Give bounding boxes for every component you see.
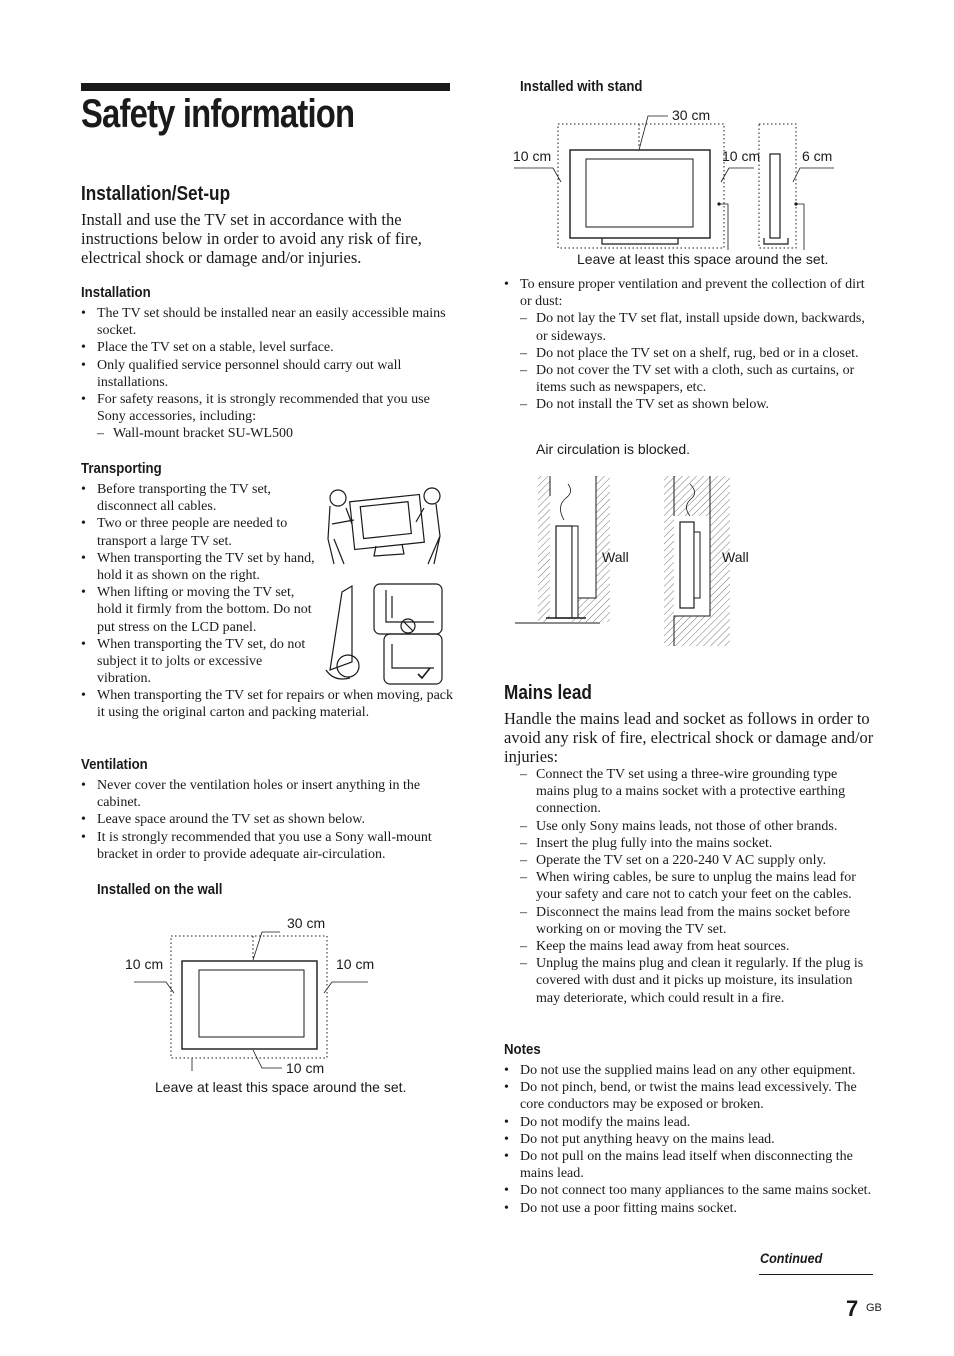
list-item: • When transporting the TV set, do not subject it to jolts or excessive vibration. xyxy=(81,636,319,688)
transport-packing-text: When transporting the TV set for repairs or when moving, pack it using the original carton and packing material. xyxy=(97,688,454,721)
list-item: • Do not use a poor fitting mains socket. xyxy=(504,1200,874,1217)
wall-installation-diagram xyxy=(120,908,460,1098)
list-item: • To ensure proper ventilation and prevent the collection of dirt or dust: – Do not lay the TV set flat, install upside down, backwards, or sideways. – Do not place the TV set on a shelf, rug, bed or in a closet. – Do not cover the TV set with a cloth, such as curtains, or items such as newspapers, etc. – Do not install the TV set as shown below. xyxy=(504,276,874,414)
list-item: • For safety reasons, it is strongly recommended that you use Sony accessories, including: – Wall-mount bracket SU-WL500 xyxy=(81,391,449,443)
blocked-caption: Air circulation is blocked. xyxy=(536,441,691,457)
list-item: • Leave space around the TV set as shown below. xyxy=(81,811,453,828)
sub-list-item: – Do not install the TV set as shown below. xyxy=(520,396,874,413)
sub-list-item: – Operate the TV set on a 220-240 V AC supply only. xyxy=(520,852,874,869)
stand-caption: Leave at least this space around the set. xyxy=(577,251,829,267)
wall-left-clearance: 10 cm xyxy=(125,956,164,972)
list-item: • Never cover the ventilation holes or insert anything in the cabinet. xyxy=(81,777,453,811)
sub-list-item: – When wiring cables, be sure to unplug the mains lead for your safety and care not to catch your feet on the cables. xyxy=(520,869,874,903)
list-item: • Two or three people are needed to transport a large TV set. xyxy=(81,515,319,549)
sub-list-item: – Do not cover the TV set with a cloth, such as curtains, or items such as newspapers, etc. xyxy=(520,362,874,396)
list-item: • Do not use the supplied mains lead on any other equipment. xyxy=(504,1062,874,1079)
sub-list-item: – Disconnect the mains lead from the mains socket before working on or moving the TV set. xyxy=(520,904,874,938)
list-item: • Do not put anything heavy on the mains lead. xyxy=(504,1131,874,1148)
installation-intro: Install and use the TV set in accordance with the instructions below in order to avoid any risk of fire, electrical shock or damage and/or injuries. xyxy=(81,210,422,267)
list-item: • When transporting the TV set by hand, hold it as shown on the right. xyxy=(81,550,319,584)
ventilation-cont-list xyxy=(504,276,874,414)
page-suffix: GB xyxy=(866,1302,882,1314)
lifting-tv-illustration xyxy=(322,582,446,686)
stand-right-clearance: 10 cm xyxy=(722,148,761,164)
wall-top-clearance: 30 cm xyxy=(287,915,326,931)
sub-list-item: – Do not place the TV set on a shelf, rug, bed or in a closet. xyxy=(520,345,874,362)
subheading-transporting: Transporting xyxy=(81,460,162,477)
section-heading-installation-setup: Installation/Set-up xyxy=(81,183,231,205)
section-heading-mains-lead: Mains lead xyxy=(504,682,592,704)
stand-top-clearance: 30 cm xyxy=(672,107,711,123)
wall-label-1: Wall xyxy=(602,549,629,565)
wall-bottom-clearance: 10 cm xyxy=(286,1060,325,1076)
mains-lead-list xyxy=(520,766,874,1007)
list-item: • Do not connect too many appliances to the same mains socket. xyxy=(504,1182,874,1199)
list-item: • Place the TV set on a stable, level surface. xyxy=(81,339,449,356)
wall-right-clearance: 10 cm xyxy=(336,956,375,972)
subheading-ventilation: Ventilation xyxy=(81,756,148,773)
mains-lead-intro: Handle the mains lead and socket as follows in order to avoid any risk of fire, electrical shock or damage and/or injuries: xyxy=(504,709,874,766)
carrying-tv-illustration xyxy=(324,484,448,570)
transporting-list xyxy=(81,481,319,687)
subheading-notes: Notes xyxy=(504,1041,541,1058)
list-item: • Do not pinch, bend, or twist the mains lead excessively. The core conductors may be exposed or broken. xyxy=(504,1079,874,1113)
subheading-installation: Installation xyxy=(81,284,151,301)
subheading-installed-on-wall: Installed on the wall xyxy=(97,881,223,898)
list-item: • When lifting or moving the TV set, hold it firmly from the bottom. Do not put stress on the LCD panel. xyxy=(81,584,319,636)
continued-label: Continued xyxy=(760,1250,823,1266)
sub-list-item: – Connect the TV set using a three-wire grounding type mains plug to a mains socket with a protective earthing connection. xyxy=(520,766,874,818)
list-item: • Before transporting the TV set, disconnect all cables. xyxy=(81,481,319,515)
wall-caption: Leave at least this space around the set. xyxy=(155,1079,407,1095)
sub-list-item: – Unplug the mains plug and clean it regularly. If the plug is covered with dust and it picks up moisture, its insulation may deteriorate, which could result in a fire. xyxy=(520,955,874,1007)
installation-list xyxy=(81,305,449,443)
stand-installation-diagram xyxy=(508,104,878,270)
sub-list-item: – Wall-mount bracket SU-WL500 xyxy=(97,425,449,442)
stand-side-clearance: 6 cm xyxy=(802,148,833,164)
list-item: • The TV set should be installed near an easily accessible mains socket. xyxy=(81,305,449,339)
list-item: • Only qualified service personnel should carry out wall installations. xyxy=(81,357,449,391)
subheading-installed-with-stand: Installed with stand xyxy=(520,78,643,95)
page-title: Safety information xyxy=(81,92,355,136)
sub-list-item: – Insert the plug fully into the mains socket. xyxy=(520,835,874,852)
continued-rule xyxy=(759,1274,873,1275)
notes-list xyxy=(504,1062,874,1217)
ventilation-list xyxy=(81,777,453,863)
sub-list-item: – Use only Sony mains leads, not those of other brands. xyxy=(520,818,874,835)
sub-list-item: – Do not lay the TV set flat, install upside down, backwards, or sideways. xyxy=(520,310,874,344)
page-number: 7 xyxy=(846,1296,859,1321)
wall-label-2: Wall xyxy=(722,549,749,565)
stand-left-clearance: 10 cm xyxy=(513,148,552,164)
sub-list-item: – Keep the mains lead away from heat sources. xyxy=(520,938,874,955)
blocked-air-circulation-diagram xyxy=(510,436,770,650)
list-item: • It is strongly recommended that you use a Sony wall-mount bracket in order to provide adequate air-circulation. xyxy=(81,829,453,863)
title-rule xyxy=(81,83,450,91)
list-item: • Do not pull on the mains lead itself when disconnecting the mains lead. xyxy=(504,1148,874,1182)
list-item: • Do not modify the mains lead. xyxy=(504,1114,874,1131)
